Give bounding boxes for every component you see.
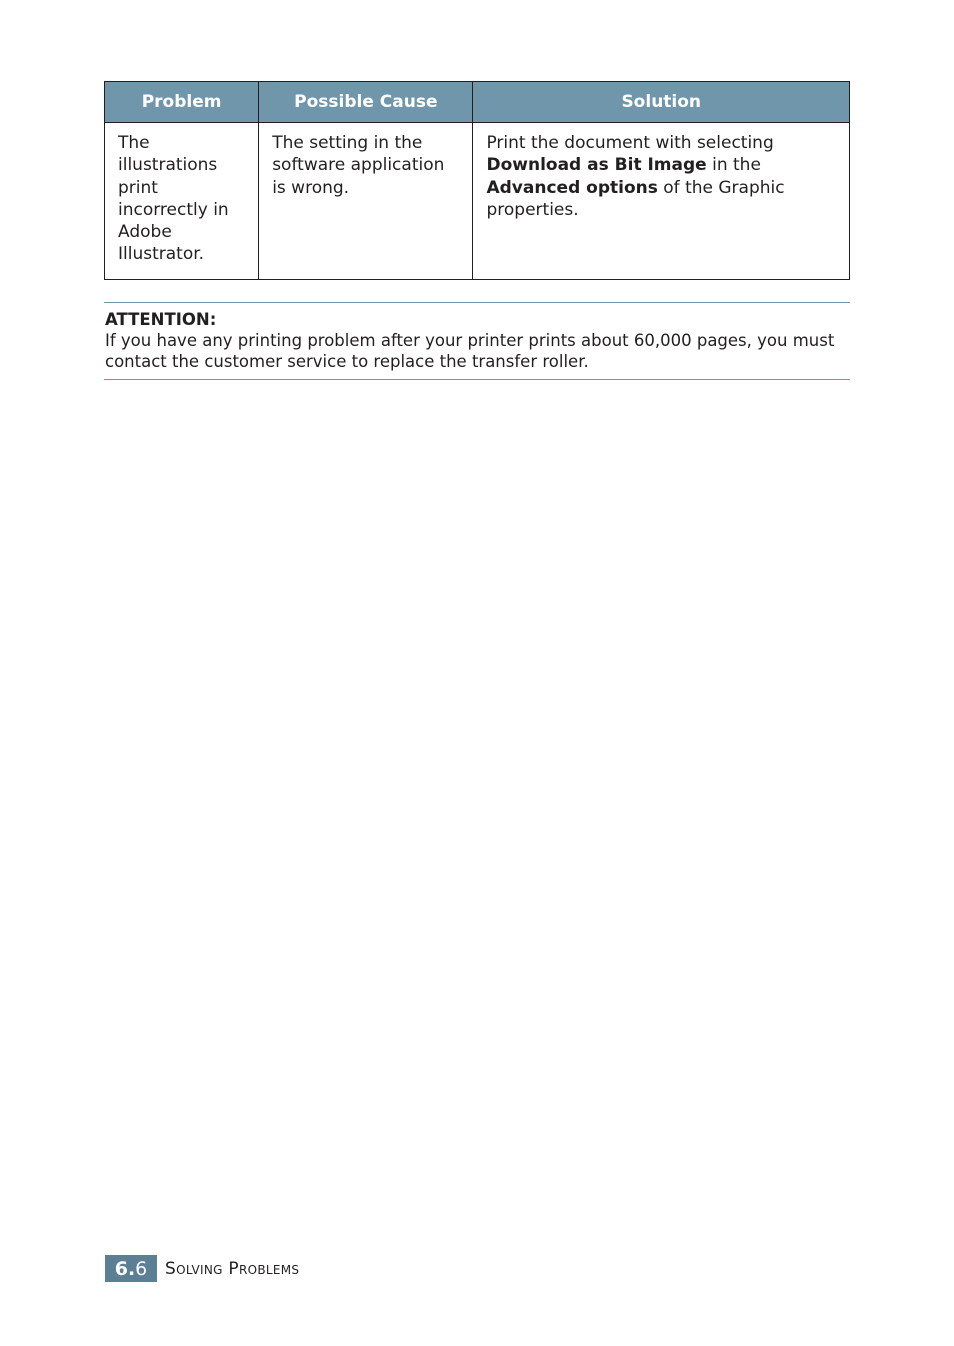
cell-solution [473, 123, 850, 280]
header-solution: Solution [473, 82, 850, 123]
solution-text-3: of the Graphic properties. [486, 177, 785, 220]
table-header-row [105, 82, 850, 123]
chapter-number: 6. [114, 1257, 136, 1280]
solution-bold-advanced-options: Advanced options [486, 177, 658, 198]
solution-text-1: Print the document with selecting [486, 133, 774, 153]
page-number: 6 [135, 1257, 148, 1280]
cell-cause: The setting in the software application is wrong. [259, 123, 473, 280]
page-number-badge [105, 1255, 157, 1282]
header-possible-cause: Possible Cause [259, 82, 473, 123]
attention-note [104, 302, 850, 380]
troubleshooting-table [104, 81, 850, 280]
section-title: Solving Problems [165, 1258, 300, 1279]
attention-title: ATTENTION: [105, 310, 217, 329]
solution-text-2: in the [706, 155, 761, 176]
header-problem: Problem [105, 82, 259, 123]
solution-bold-download-option: Download as Bit Image [486, 155, 707, 176]
attention-text: If you have any printing problem after your printer prints about 60,000 pages, you must contact the customer service to replace the transfer roller. [105, 331, 835, 371]
cell-problem: The illustrations print incorrectly in Adobe Illustrator. [105, 123, 259, 280]
table-row [105, 123, 850, 280]
page-footer [105, 1255, 299, 1282]
